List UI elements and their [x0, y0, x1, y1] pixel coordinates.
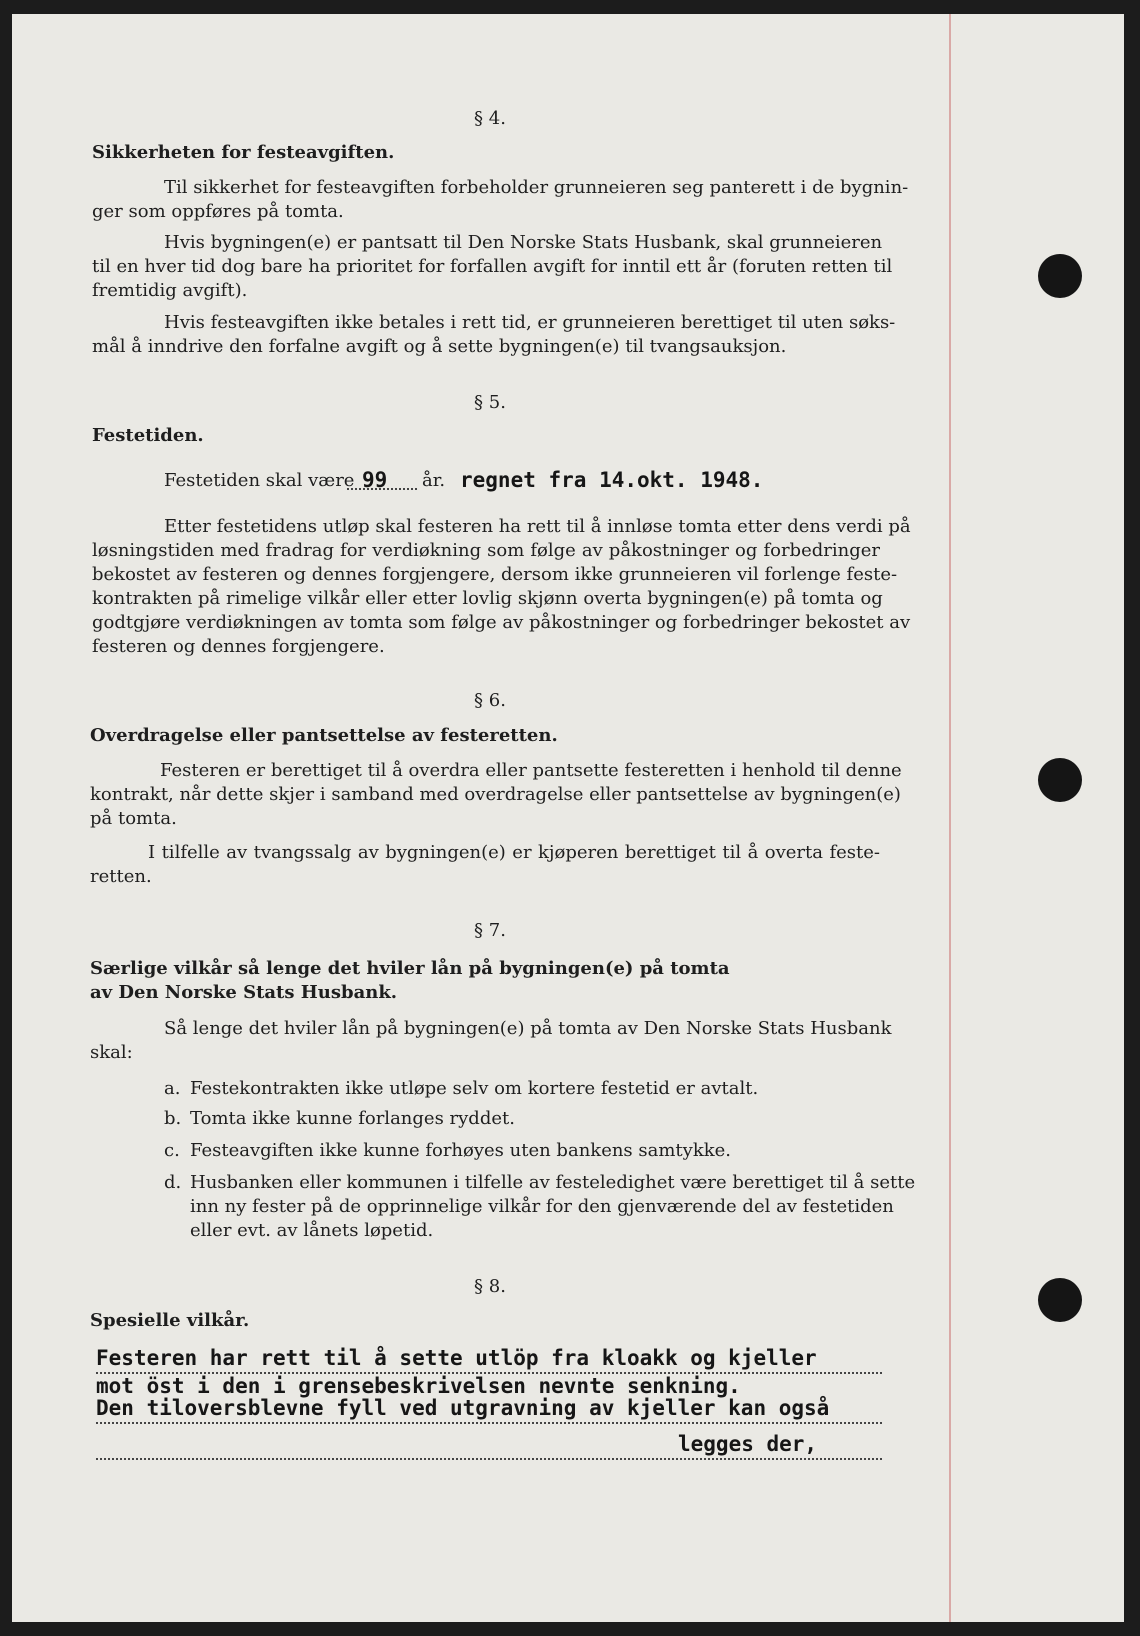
term-start-typed: regnet fra 14.okt. 1948. — [460, 468, 764, 492]
punch-hole — [1038, 254, 1082, 298]
section-heading: Spesielle vilkår. — [90, 1310, 250, 1331]
typed-line: Festeren har rett til å sette utlöp fra kloakk og kjeller — [96, 1346, 817, 1370]
paragraph-line: fremtidig avgift). — [92, 280, 248, 301]
paragraph-line: Hvis bygningen(e) er pantsatt til Den Norske Stats Husbank, skal grunneieren — [164, 232, 883, 253]
list-label: b. — [164, 1108, 182, 1129]
paragraph-line: Til sikkerhet for festeavgiften forbeholder grunneieren seg panterett i de bygnin- — [164, 177, 909, 198]
paragraph-line: I tilfelle av tvangssalg av bygningen(e) er kjøperen berettiget til å overta feste- — [148, 842, 880, 863]
paragraph-line: skal: — [90, 1042, 133, 1063]
typed-line: mot öst i den i grensebeskrivelsen nevnte senkning. — [96, 1374, 741, 1398]
paragraph-line: Festeren er berettiget til å overdra eller pantsette festeretten i henhold til denne — [160, 760, 902, 781]
paragraph-line: Så lenge det hviler lån på bygningen(e) på tomta av Den Norske Stats Husbank — [164, 1018, 892, 1039]
paragraph-line: til en hver tid dog bare ha prioritet for forfallen avgift for inntil ett år (foruten retten til — [92, 256, 893, 277]
document-page — [12, 14, 1124, 1622]
list-item: Festeavgiften ikke kunne forhøyes uten bankens samtykke. — [190, 1140, 732, 1161]
list-label: c. — [164, 1140, 180, 1161]
paragraph-line: kontrakten på rimelige vilkår eller etter lovlig skjønn overta bygningen(e) på tomta og — [92, 588, 883, 609]
section-number: § 4. — [474, 108, 506, 129]
section-number: § 5. — [474, 392, 506, 413]
list-item: Festekontrakten ikke utløpe selv om kortere festetid er avtalt. — [190, 1078, 759, 1099]
term-years: 99 — [362, 468, 388, 492]
paragraph-line: festeren og dennes forgjengere. — [92, 636, 385, 657]
typed-line: Den tiloversblevne fyll ved utgravning av kjeller kan også — [96, 1396, 830, 1420]
paragraph-line: på tomta. — [90, 808, 177, 829]
fill-in-line — [96, 1458, 882, 1460]
section-heading: Festetiden. — [92, 425, 204, 446]
list-label: d. — [164, 1172, 182, 1193]
list-item: Tomta ikke kunne forlanges ryddet. — [190, 1108, 515, 1129]
section-heading: Særlige vilkår så lenge det hviler lån på bygningen(e) på tomta — [90, 958, 730, 979]
fill-in-line — [96, 1422, 882, 1424]
section-heading: av Den Norske Stats Husbank. — [90, 982, 398, 1003]
margin-rule — [949, 14, 951, 1622]
paragraph-line: bekostet av festeren og dennes forgjengere, dersom ikke grunneieren vil forlenge feste- — [92, 564, 898, 585]
paragraph-line: kontrakt, når dette skjer i samband med overdragelse eller pantsettelse av bygningen(e) — [90, 784, 901, 805]
paragraph-line: godtgjøre verdiøkningen av tomta som følge av påkostninger og forbedringer bekostet av — [92, 612, 911, 633]
punch-hole — [1038, 1278, 1082, 1322]
list-item: eller evt. av lånets løpetid. — [190, 1220, 434, 1241]
section-number: § 6. — [474, 690, 506, 711]
section-number: § 7. — [474, 920, 506, 941]
section-heading: Overdragelse eller pantsettelse av festeretten. — [90, 725, 558, 746]
paragraph-line: ger som oppføres på tomta. — [92, 201, 344, 222]
punch-hole — [1038, 758, 1082, 802]
paragraph-line: mål å inndrive den forfalne avgift og å sette bygningen(e) til tvangsauksjon. — [92, 336, 787, 357]
list-item: Husbanken eller kommunen i tilfelle av festeledighet være berettiget til å sette — [190, 1172, 916, 1193]
list-item: inn ny fester på de opprinnelige vilkår for den gjenværende del av festetiden — [190, 1196, 894, 1217]
section-heading: Sikkerheten for festeavgiften. — [92, 142, 395, 163]
term-unit: år. — [422, 470, 446, 491]
term-prefix: Festetiden skal være — [164, 470, 355, 491]
paragraph-line: Etter festetidens utløp skal festeren ha rett til å innløse tomta etter dens verdi på — [164, 516, 911, 537]
typed-line: legges der, — [678, 1432, 818, 1456]
paragraph-line: Hvis festeavgiften ikke betales i rett tid, er grunneieren berettiget til uten søks- — [164, 312, 896, 333]
paragraph-line: løsningstiden med fradrag for verdiøkning som følge av påkostninger og forbedringer — [92, 540, 880, 561]
paragraph-line: retten. — [90, 866, 152, 887]
section-number: § 8. — [474, 1276, 506, 1297]
list-label: a. — [164, 1078, 181, 1099]
